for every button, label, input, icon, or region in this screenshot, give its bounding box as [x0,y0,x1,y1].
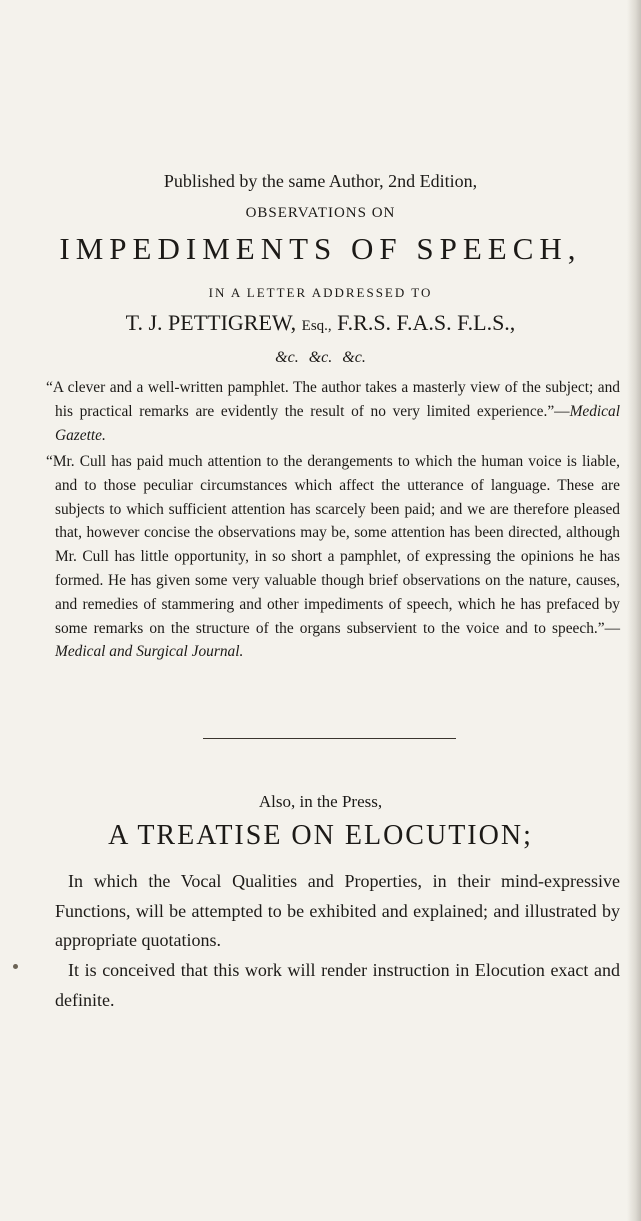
addressee-name: T. J. PETTIGREW, [125,310,302,335]
review-source: Medical Gazette. [55,402,620,444]
treatise-title: A TREATISE ON ELOCUTION; [108,820,533,851]
review-source: Medical and Surgical Journal. [55,643,244,661]
paper-blemish [13,964,18,969]
addressee [0,310,641,336]
addressee-esq: Esq., [301,318,332,334]
also-in-press: Also, in the Press, [258,792,383,811]
subtitle: IN A LETTER ADDRESSED TO [208,285,433,300]
main-title: IMPEDIMENTS OF SPEECH, [59,231,582,266]
treatise-description: In which the Vocal Qualities and Properties, in their mind-expressive Functions, will be attempted to be exhibited and explained; and illustrated by appropriate quotations. [55,871,620,950]
section-divider [203,738,456,739]
review-open-quote: “ [46,379,53,396]
published-line: Published by the same Author, 2nd Edition, [163,171,478,191]
etcetera: &c. &c. &c. [275,349,366,366]
review-open-quote: “ [46,453,53,470]
treatise-note: It is conceived that this work will render instruction in Elocution exact and definite. [55,960,620,1010]
observations-heading: OBSERVATIONS ON [245,205,396,221]
review-medical-surgical-journal [46,450,620,664]
addressee-titles: F.R.S. F.A.S. F.L.S., [331,310,516,335]
review-text: A clever and a well-written pamphlet. The author takes a masterly view of the subject; and his practical remarks are evidently the result of no very limited experience.”— [52,379,620,420]
review-text: Mr. Cull has paid much attention to the derangements to which the human voice is liable, and to those peculiar circumstances which affect the utterance of language. These are subjects to which sufficient attention has scarcely been paid; and we are therefore pleased that, however concise the observations may be, some attention has been directed, although Mr. Cull has little opportunity, in so short a pamphlet, of expressing the opinions he has formed. He has given some very valuable though brief observations on the nature, causes, and remedies of stammering and other impediments of speech, which he has prefaced by some remarks on the structure of the organs subservient to the voice and to speech.”— [52,453,620,637]
review-medical-gazette [46,376,620,447]
